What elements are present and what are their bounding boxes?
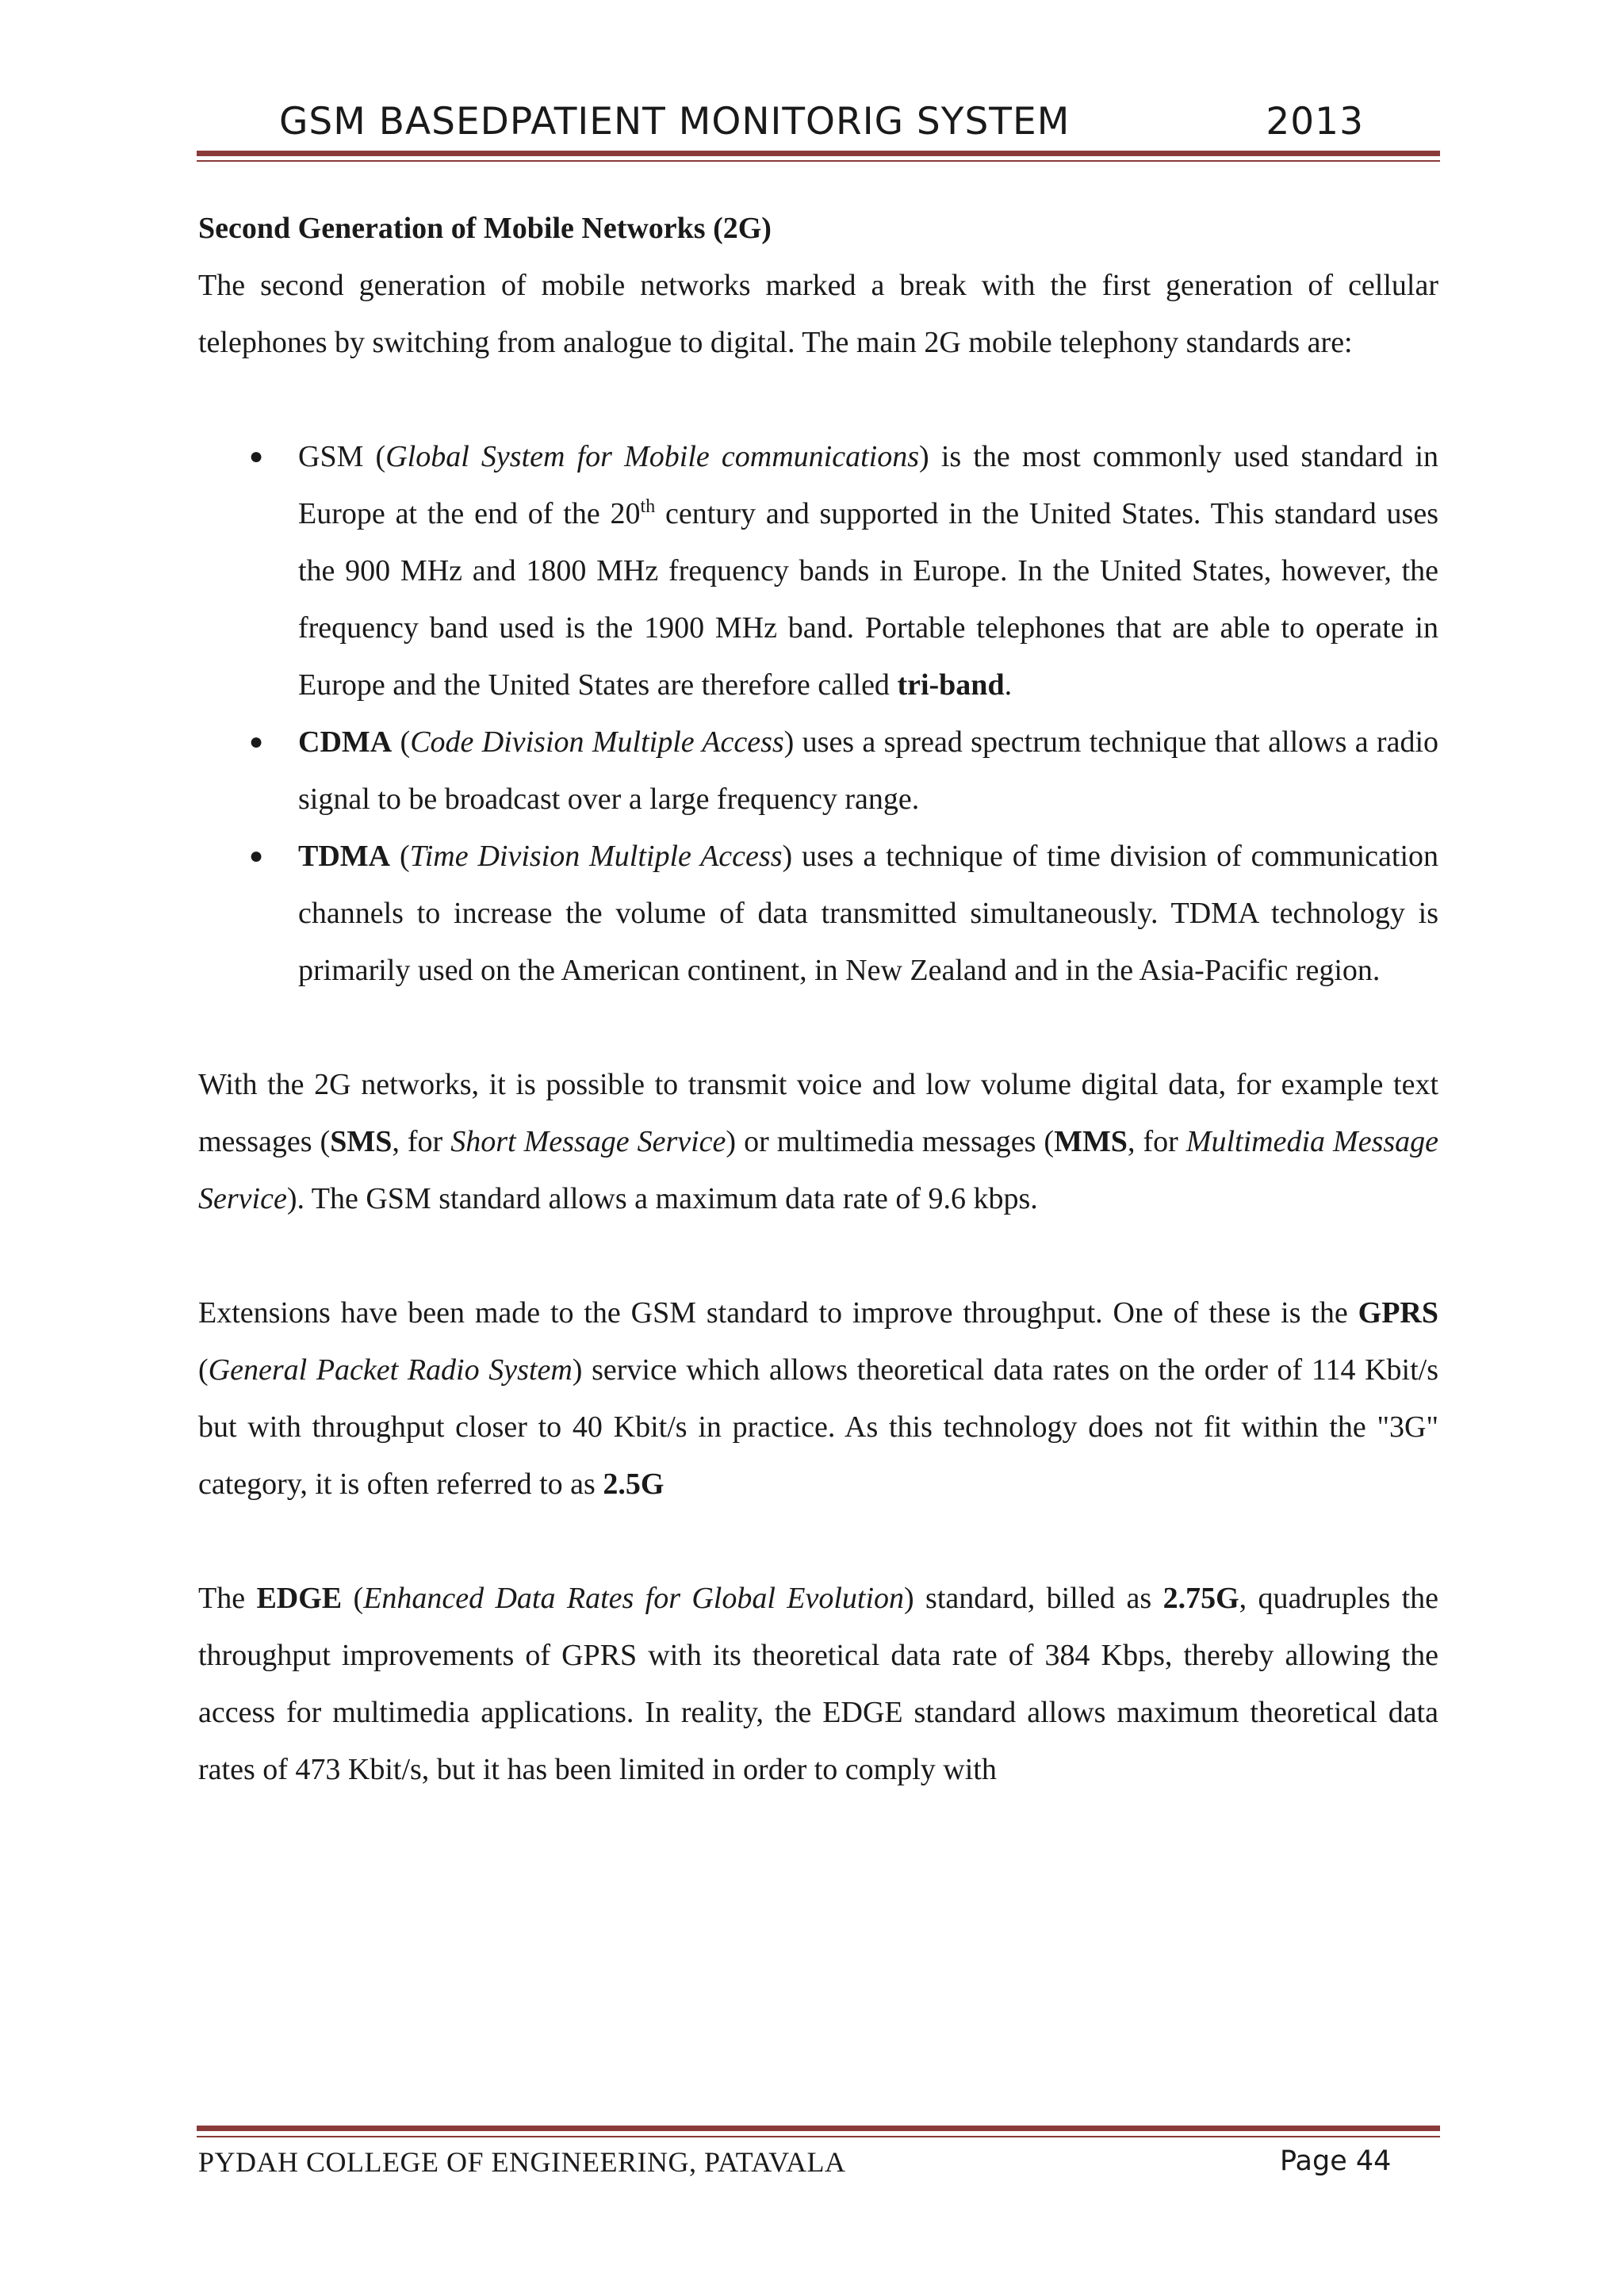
bold-term: SMS [330,1125,393,1158]
spacer [198,1227,1438,1284]
bullet-icon: ● [249,443,264,469]
list-item-gsm: ● GSM (Global System for Mobile communications) is the most commonly used standard in Europe at the end of the 20th century and supported in the United States. This standard uses the 900 MHz and 1800 MHz frequency bands in Europe. In the United States, however, the frequency band used is the 1900 MHz band. Portable telephones that are able to operate in Europe and the United States are therefore called tri-band. [198,428,1438,714]
term-expansion: Code Division Multiple Access [410,725,784,759]
italic-term: Multimedia Message Service [198,1125,1439,1215]
italic-term: Short Message Service [450,1125,726,1158]
superscript: th [640,496,656,517]
bold-term: 2.75G [1162,1582,1239,1615]
bold-term: 2.5G [603,1468,665,1501]
page-number: Page 44 [1280,2145,1392,2177]
term: CDMA [298,725,393,759]
standards-list [198,428,1438,999]
item-text: uses a spread spectrum technique that allows a radio signal to be broadcast over a large frequency range. [298,725,1438,816]
page-body [198,200,1438,1798]
term: GSM [298,440,364,473]
term-expansion: Global System for Mobile communications [385,440,920,473]
list-item-tdma: ● TDMA (Time Division Multiple Access) uses a technique of time division of communication channels to increase the volume of data transmitted simultaneously. TDMA technology is primarily used on the American continent, in New Zealand and in the Asia-Pacific region. [198,828,1438,999]
intro-paragraph: The second generation of mobile networks marked a break with the first generation of cellular telephones by switching from analogue to digital. The main 2G mobile telephony standards are: [198,269,1438,359]
header-rule-thick [197,151,1440,156]
paragraph-edge: The EDGE (Enhanced Data Rates for Global Evolution) standard, billed as 2.75G, quadruples the throughput improvements of GPRS with its theoretical data rate of 384 Kbps, thereby allowing the access for multimedia applications. In reality, the EDGE standard allows maximum theoretical data rates of 473 Kbit/s, but it has been limited in order to comply with [198,1582,1439,1786]
bold-term: GPRS [1358,1296,1438,1330]
list-item-cdma: ● CDMA (Code Division Multiple Access) uses a spread spectrum technique that allows a radio signal to be broadcast over a large frequency range. [198,714,1438,828]
item-text: is the most commonly used standard in Europe at the end of the 20 [298,440,1439,530]
paragraph-gprs: Extensions have been made to the GSM standard to improve throughput. One of these is the GPRS (General Packet Radio System) service which allows theoretical data rates on the order of 114 Kbit/s but with throughput closer to 40 Kbit/s in practice. As this technology does not fit within the "3G" category, it is often referred to as 2.5G [198,1296,1438,1501]
spacer [198,371,1438,428]
header-year: 2013 [1266,100,1364,144]
footer-rule-thin [197,2136,1440,2137]
bold-term: EDGE [256,1582,343,1615]
italic-term: Enhanced Data Rates for Global Evolution [363,1582,905,1615]
footer-college: PYDAH COLLEGE OF ENGINEERING, PATAVALA [198,2146,846,2178]
paragraph-2g-data: With the 2G networks, it is possible to transmit voice and low volume digital data, for example text messages (SMS, for Short Message Service) or multimedia messages (MMS, for Multimedia Message Service). The GSM standard allows a maximum data rate of 9.6 kbps. [198,1068,1439,1215]
bullet-icon: ● [249,729,264,755]
bold-term: MMS [1054,1125,1128,1158]
spacer [198,1513,1438,1570]
bullet-icon: ● [249,843,264,869]
header-title: GSM BASEDPATIENT MONITORIG SYSTEM [279,100,1071,144]
term-expansion: Time Division Multiple Access [409,840,783,873]
section-heading: Second Generation of Mobile Networks (2G) [198,212,772,245]
footer-rule-thick [197,2126,1440,2131]
page-header [197,86,1440,157]
item-text: century and supported in the United States. This standard uses the 900 MHz and 1800 MHz frequency bands in Europe. In the United States, however, the frequency band used is the 1900 MHz band. Portable telephones that are able to operate in Europe and the United States are therefore called [298,497,1438,702]
italic-term: General Packet Radio System [208,1353,573,1387]
item-text: uses a technique of time division of communication channels to increase the volume of data transmitted simultaneously. TDMA technology is primarily used on the American continent, in New Zealand and in the Asia-Pacific region. [298,840,1439,987]
bold-term: tri-band [897,668,1005,702]
spacer [198,999,1438,1056]
header-rule-thin [197,160,1440,162]
term: TDMA [298,840,391,873]
item-text: . [1004,668,1013,702]
page-footer [198,2145,1438,2193]
